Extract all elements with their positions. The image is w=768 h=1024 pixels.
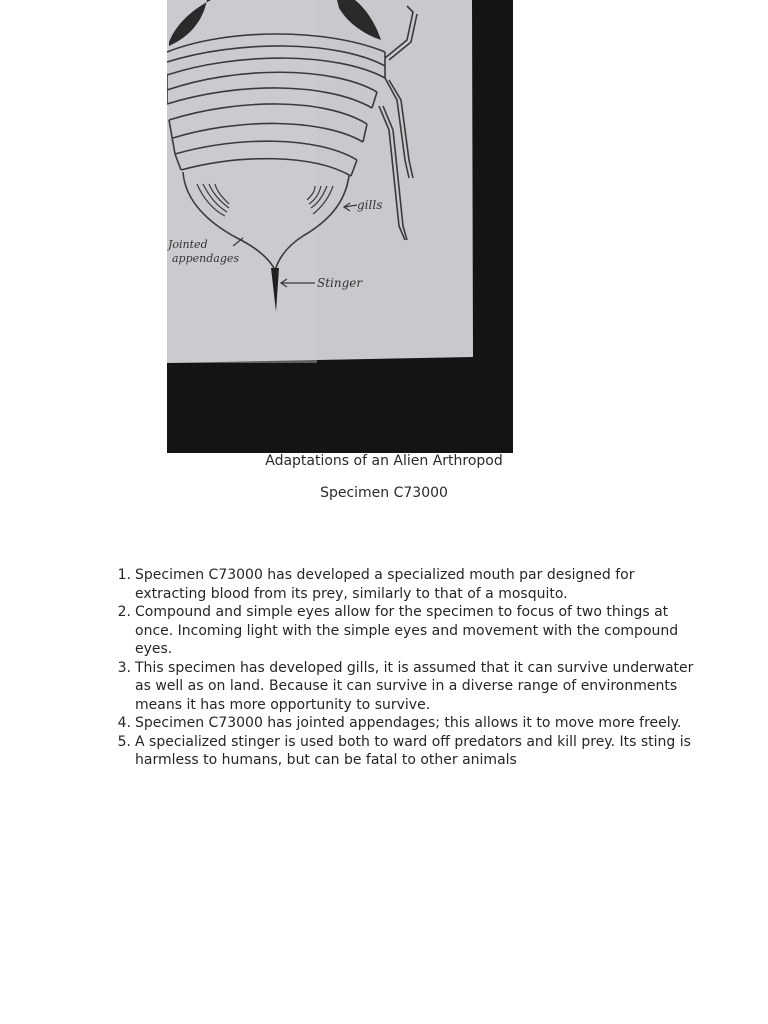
list-number: 5. [117,733,131,750]
list-text: Specimen C73000 has jointed appendages; this allows it to move more freely. [135,715,682,731]
list-text: Compound and simple eyes allow for the specimen to focus of two things at once. Incoming light with the simple eyes and movement with the compound eyes. [135,604,679,657]
stinger-label: Stinger [317,276,363,290]
list-item [117,566,695,603]
arthropod-drawing-photo [167,0,513,453]
list-item [117,659,695,715]
list-number: 1. [117,567,131,583]
list-number: 2. [117,604,131,620]
figure-caption-title: Adaptations of an Alien Arthropod [265,453,503,469]
list-text: This specimen has developed gills, it is assumed that it can survive underwater as well as on land. Because it can survive in a diverse range of environments means it has more opportunity to survive. [135,659,694,713]
figure-caption-specimen: Specimen C73000 [320,485,448,501]
gills-label: gills [357,198,383,212]
list-item [117,733,695,770]
list-number: 4. [117,715,131,731]
list-item [117,714,695,733]
list-number: 3. [117,659,131,676]
jointed-label: Jointed [168,238,208,251]
adaptations-list [117,566,695,770]
appendages-label: appendages [172,252,240,265]
list-text: A specialized stinger is used both to ward off predators and kill prey. Its sting is harmless to humans, but can be fatal to other animals [135,733,691,768]
list-text: Specimen C73000 has developed a specialized mouth par designed for extracting blood from its prey, similarly to that of a mosquito. [135,567,635,602]
list-item [117,603,695,659]
